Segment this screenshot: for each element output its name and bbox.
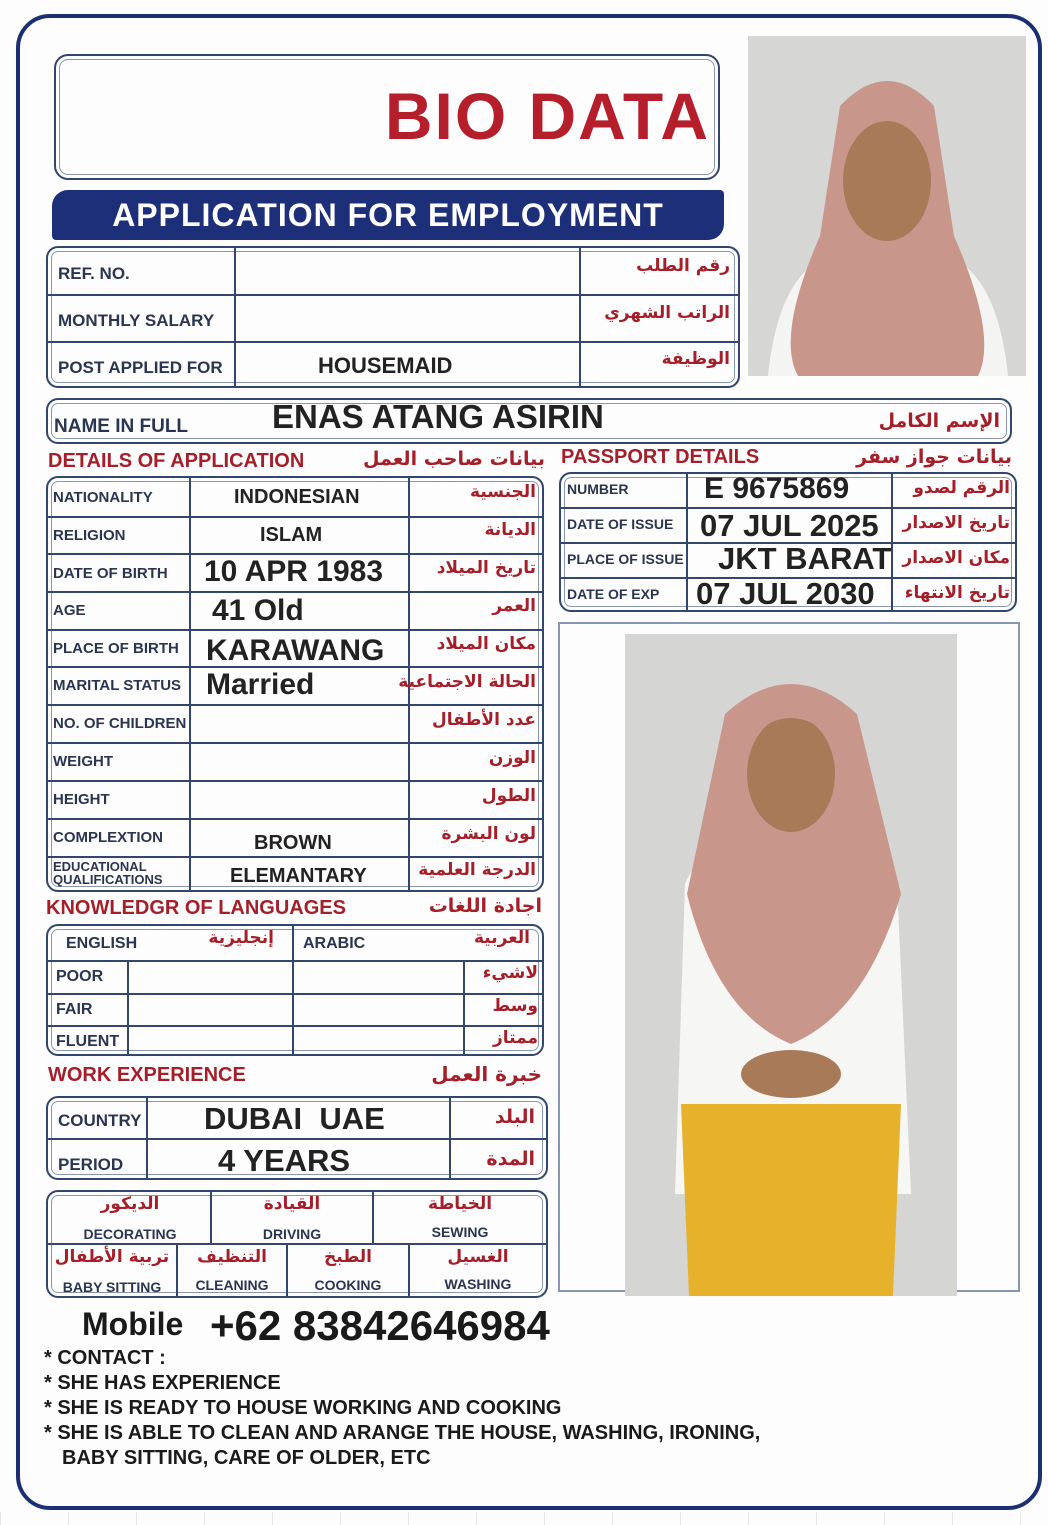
level-fluent-label: FLUENT xyxy=(56,1033,120,1050)
education-value: ELEMANTARY xyxy=(230,865,367,887)
religion-label: RELIGION xyxy=(53,527,126,544)
details-title-ar: بيانات صاحب العمل xyxy=(363,448,545,470)
passport-issue-place-ar: مكان الاصدار xyxy=(902,548,1010,568)
pob-ar: مكان الميلاد xyxy=(436,634,536,654)
divider xyxy=(48,818,542,820)
divider xyxy=(463,960,465,1054)
passport-title: PASSPORT DETAILS xyxy=(561,446,760,468)
name-ar: الإسم الكامل xyxy=(878,410,1000,432)
passport-number-label: NUMBER xyxy=(567,481,629,497)
complexion-value: BROWN xyxy=(254,832,332,854)
nationality-ar: الجنسية xyxy=(470,482,536,502)
skill-cleaning-ar: التنظيف xyxy=(197,1247,267,1267)
children-label: NO. OF CHILDREN xyxy=(53,715,187,732)
arabic-ar: العربية xyxy=(473,928,530,948)
height-ar: الطول xyxy=(481,786,536,806)
level-poor-label: POOR xyxy=(56,968,104,985)
period-value: 4 YEARS xyxy=(218,1143,351,1178)
name-value: ENAS ATANG ASIRIN xyxy=(272,398,604,435)
monthly-salary-label: MONTHLY SALARY xyxy=(58,311,215,330)
note-item: * SHE HAS EXPERIENCE xyxy=(44,1372,281,1394)
full-body-image xyxy=(625,634,957,1296)
skill-babysitting-label: BABY SITTING xyxy=(62,1279,162,1295)
divider xyxy=(189,478,191,890)
note-item: BABY SITTING, CARE OF OLDER, ETC xyxy=(62,1447,431,1469)
passport-exp-value: 07 JUL 2030 xyxy=(696,576,875,611)
passport-exp-ar: تاريخ الانتهاء xyxy=(904,583,1010,603)
divider xyxy=(234,248,236,386)
education-ar: الدرجة العلمية xyxy=(418,860,536,880)
passport-number-ar: الرقم لصدو xyxy=(913,478,1010,498)
divider xyxy=(292,926,294,1054)
work-title: WORK EXPERIENCE xyxy=(48,1064,246,1086)
passport-number-value: E 9675869 xyxy=(704,472,850,505)
level-fluent-ar: ممتاز xyxy=(492,1028,538,1048)
dob-label: DATE OF BIRTH xyxy=(53,565,168,582)
level-fair-label: FAIR xyxy=(56,1001,93,1018)
passport-issue-date-label: DATE OF ISSUE xyxy=(567,516,674,532)
marital-ar: الحالة الاجتماعية xyxy=(398,672,536,692)
work-title-ar: خبرة العمل xyxy=(431,1062,542,1086)
period-ar: المدة xyxy=(486,1148,535,1170)
page-title: BIO DATA xyxy=(384,79,710,153)
height-label: HEIGHT xyxy=(53,791,110,808)
divider xyxy=(48,856,542,858)
divider xyxy=(48,1243,546,1245)
divider xyxy=(48,341,738,343)
weight-ar: الوزن xyxy=(488,748,536,768)
divider xyxy=(48,704,542,706)
divider xyxy=(48,591,542,593)
skill-decorating-ar: الديكور xyxy=(100,1194,160,1214)
nationality-value: INDONESIAN xyxy=(234,486,360,508)
divider xyxy=(48,1025,542,1027)
weight-label: WEIGHT xyxy=(53,753,113,770)
complexion-ar: لون البشرة xyxy=(441,824,536,844)
dob-value: 10 APR 1983 xyxy=(204,555,384,588)
mobile-label: Mobile xyxy=(82,1306,184,1342)
passport-exp-label: DATE OF EXP xyxy=(567,586,660,602)
divider xyxy=(48,1138,546,1140)
divider xyxy=(48,516,542,518)
arabic-label: ARABIC xyxy=(303,935,366,952)
religion-ar: الديانة xyxy=(484,520,536,540)
post-applied-label: POST APPLIED FOR xyxy=(58,358,223,377)
details-title: DETAILS OF APPLICATION xyxy=(48,450,305,472)
skill-babysitting-ar: تربية الأطفال xyxy=(54,1247,170,1267)
languages-title: KNOWLEDGR OF LANGUAGES xyxy=(46,897,346,919)
level-fair-ar: وسط xyxy=(492,996,538,1016)
education-label: EDUCATIONAL QUALIFICATIONS xyxy=(53,859,163,887)
divider xyxy=(127,960,129,1054)
full-body-photo xyxy=(625,634,957,1296)
post-applied-value: HOUSEMAID xyxy=(318,353,453,378)
divider xyxy=(48,742,542,744)
name-label: NAME IN FULL xyxy=(54,416,189,437)
passport-issue-date-value: 07 JUL 2025 xyxy=(700,508,879,543)
ref-no-label: REF. NO. xyxy=(58,264,130,283)
skill-driving-label: DRIVING xyxy=(262,1226,322,1242)
english-label: ENGLISH xyxy=(66,935,138,952)
pob-label: PLACE OF BIRTH xyxy=(53,640,179,657)
marital-label: MARITAL STATUS xyxy=(53,677,182,694)
skill-cooking-ar: الطبخ xyxy=(324,1247,372,1267)
skill-driving-ar: القيادة xyxy=(263,1194,321,1214)
passport-issue-date-ar: تاريخ الاصدار xyxy=(902,513,1010,533)
nationality-label: NATIONALITY xyxy=(53,489,153,506)
dob-ar: تاريخ الميلاد xyxy=(436,558,536,578)
portrait-photo xyxy=(748,36,1026,376)
skill-cooking-label: COOKING xyxy=(314,1277,382,1293)
divider xyxy=(48,294,738,296)
divider xyxy=(48,629,542,631)
passport-issue-place-label: PLACE OF ISSUE xyxy=(567,551,684,567)
skill-sewing-label: SEWING xyxy=(431,1224,489,1240)
country-value: DUBAI UAE xyxy=(204,1101,385,1136)
note-item: * SHE IS READY TO HOUSE WORKING AND COOKING xyxy=(44,1397,562,1419)
children-ar: عدد الأطفال xyxy=(432,710,536,730)
religion-value: ISLAM xyxy=(260,524,323,546)
age-value: 41 Old xyxy=(212,594,304,627)
age-label: AGE xyxy=(53,602,86,619)
country-ar: البلد xyxy=(494,1106,535,1128)
languages-title-ar: اجادة اللغات xyxy=(428,895,542,917)
skill-washing-ar: الغسيل xyxy=(447,1247,509,1267)
note-item: * SHE IS ABLE TO CLEAN AND ARANGE THE HOUSE, WASHING, IRONING, xyxy=(44,1422,761,1444)
divider xyxy=(579,248,581,386)
country-label: COUNTRY xyxy=(58,1111,142,1130)
mobile-number: +62 83842646984 xyxy=(210,1302,550,1349)
post-applied-ar: الوظيفة xyxy=(661,349,730,369)
portrait-image xyxy=(748,36,1026,376)
skill-decorating-label: DECORATING xyxy=(83,1226,177,1242)
passport-title-ar: بيانات جواز سفر xyxy=(856,446,1012,468)
skill-cleaning-label: CLEANING xyxy=(195,1277,269,1293)
english-ar: إنجليزية xyxy=(208,928,274,948)
pob-value: KARAWANG xyxy=(206,634,385,667)
period-label: PERIOD xyxy=(58,1155,124,1174)
subtitle-banner: APPLICATION FOR EMPLOYMENT xyxy=(52,190,724,240)
passport-issue-place-value: JKT BARAT xyxy=(718,541,892,576)
age-ar: العمر xyxy=(492,596,536,616)
divider xyxy=(48,993,542,995)
complexion-label: COMPLEXTION xyxy=(53,829,164,846)
ref-no-ar: رقم الطلب xyxy=(636,256,730,276)
skill-sewing-ar: الخياطة xyxy=(427,1194,493,1214)
level-poor-ar: لاشيء xyxy=(482,963,538,983)
divider xyxy=(48,960,542,962)
grid-strip xyxy=(0,1512,1048,1525)
marital-value: Married xyxy=(206,668,315,701)
monthly-salary-ar: الراتب الشهري xyxy=(604,303,730,323)
divider xyxy=(48,780,542,782)
skill-washing-label: WASHING xyxy=(444,1276,512,1292)
note-item: * CONTACT : xyxy=(44,1347,166,1369)
